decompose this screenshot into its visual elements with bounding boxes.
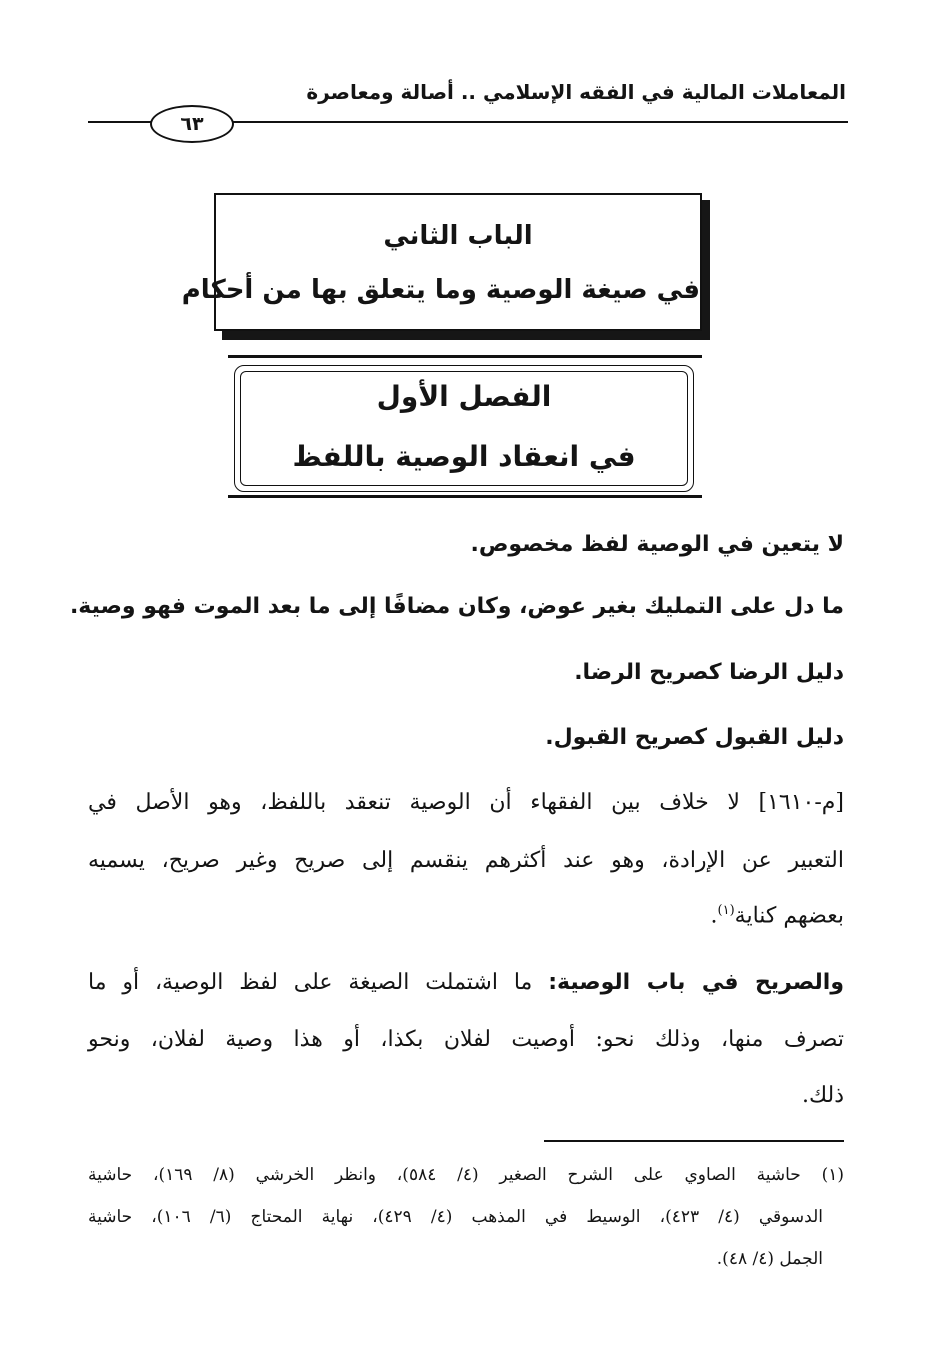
footnote-line2: الدسوقي (٤/ ٤٢٣)، الوسيط في المذهب (٤/ ٤٢٩)، نهاية المحتاج (٦/ ١٠٦)، حاشية [88, 1207, 824, 1227]
rule-4: دليل القبول كصريح القبول. [545, 725, 844, 750]
paragraph2-lead: والصريح في باب الوصية: [548, 970, 845, 995]
paragraph2-line2: تصرف منها، وذلك نحو: أوصيت لفلان بكذا، أو هذا وصية لفلان، ونحو [88, 1027, 844, 1052]
paragraph1-line3-text: بعضهم كناية [734, 903, 844, 929]
chapter-title: الباب الثاني [383, 221, 533, 251]
chapter-box [181, 193, 702, 331]
rule-1: لا يتعين في الوصية لفظ مخصوص. [470, 532, 844, 557]
footnote-ref: (١) [717, 903, 735, 918]
paragraph2-line3: ذلك. [801, 1083, 844, 1108]
paragraph2-line1 [88, 970, 844, 995]
paragraph1-line3 [711, 903, 844, 928]
section-rule-bottom [228, 495, 702, 498]
footnote-line1: (١) حاشية الصاوي على الشرح الصغير (٤/ ٥٨٤)، وانظر الخرشي (٨/ ١٦٩)، حاشية [88, 1165, 844, 1185]
paragraph1-line2: التعبير عن الإرادة، وهو عند أكثرهم ينقسم إلى صريح وغير صريح، يسميه [88, 848, 844, 873]
paragraph2-line1-rest: ما اشتملت الصيغة على لفظ الوصية، أو ما [88, 970, 533, 995]
section-rule-top [228, 355, 702, 358]
rule-2: ما دل على التمليك بغير عوض، وكان مضافًا إلى ما بعد الموت فهو وصية. [69, 594, 844, 619]
section-title: الفصل الأول [376, 380, 552, 413]
section-subtitle: في انعقاد الوصية باللفظ [292, 440, 636, 473]
chapter-subtitle: في صيغة الوصية وما يتعلق بها من أحكام [181, 275, 700, 305]
rule-3: دليل الرضا كصريح الرضا. [574, 660, 844, 685]
footnote-rule [544, 1140, 844, 1142]
footnote-line3: الجمل (٤/ ٤٨). [716, 1249, 823, 1269]
page-number: ٦٣ [150, 105, 234, 143]
paragraph1-line3-end: . [710, 903, 718, 929]
running-title: المعاملات المالية في الفقه الإسلامي .. أصالة ومعاصرة [306, 80, 846, 104]
paragraph1-line1: [م-١٦١٠] لا خلاف بين الفقهاء أن الوصية تنعقد باللفظ، وهو الأصل في [88, 790, 844, 815]
